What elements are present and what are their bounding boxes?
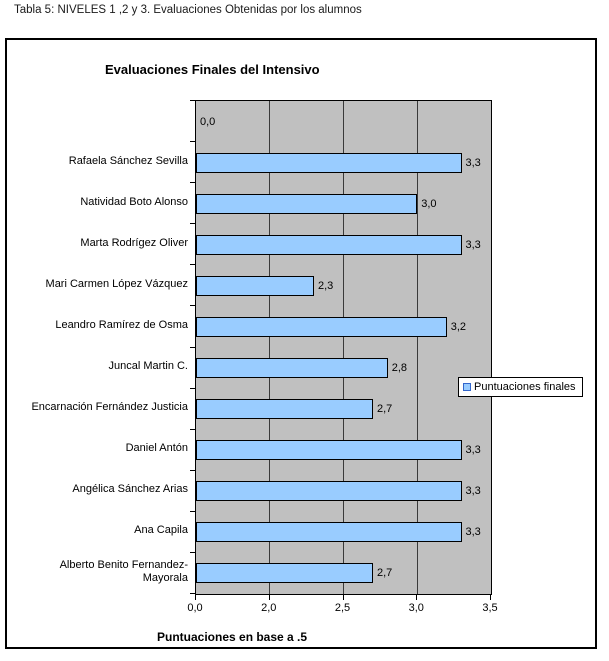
- chart-row: [196, 553, 491, 594]
- bar: [196, 276, 314, 296]
- x-axis-tick: [195, 595, 196, 600]
- bar-value-label: 2,8: [391, 362, 408, 375]
- bar-value-label: 3,3: [465, 485, 481, 498]
- x-axis-title: Puntuaciones en base a .5: [157, 630, 308, 644]
- y-axis-tick: [190, 429, 195, 430]
- y-axis-tick: [190, 100, 195, 101]
- legend-swatch-icon: [463, 383, 471, 391]
- bar-value-label: 3,2: [450, 320, 467, 333]
- chart-frame: [5, 38, 597, 649]
- bar-value-label: 2,7: [377, 567, 393, 580]
- bar-value-label: 3,0: [421, 197, 437, 210]
- chart-row: [196, 348, 491, 389]
- y-axis-tick: [190, 182, 195, 183]
- chart-row: [196, 471, 491, 512]
- bar-value-label: 2,3: [318, 279, 334, 292]
- x-axis-tick: [416, 595, 417, 600]
- bar-value-label: 3,3: [465, 156, 481, 169]
- legend-label: Puntuaciones finales: [474, 381, 576, 393]
- chart-row: [196, 389, 491, 430]
- y-axis-tick: [190, 264, 195, 265]
- chart-row: [196, 224, 491, 265]
- x-tick-label: 0,0: [187, 602, 203, 614]
- bar-value-label: 3,3: [465, 238, 481, 251]
- y-axis-tick: [190, 511, 195, 512]
- bar: [196, 153, 462, 173]
- bar: [196, 522, 462, 542]
- bar: [196, 399, 373, 419]
- y-axis-tick: [190, 552, 195, 553]
- y-axis-tick: [190, 388, 195, 389]
- y-axis-tick: [190, 141, 195, 142]
- chart-title: Evaluaciones Finales del Intensivo: [105, 62, 320, 77]
- bar-value-label: 3,3: [465, 526, 481, 539]
- x-axis-tick: [269, 595, 270, 600]
- y-axis-tick: [190, 305, 195, 306]
- category-label: Leandro Ramírez de Osma: [55, 319, 188, 332]
- table-caption: Tabla 5: NIVELES 1 ,2 y 3. Evaluaciones Obtenidas por los alumnos: [14, 4, 362, 16]
- bar: [196, 317, 447, 337]
- x-axis-tick: [343, 595, 344, 600]
- category-label: Daniel Antón: [125, 442, 188, 455]
- category-label: Angélica Sánchez Arias: [72, 483, 188, 496]
- x-tick-label: 3,0: [408, 602, 424, 614]
- bar: [196, 235, 462, 255]
- bar: [196, 440, 462, 460]
- chart-row: [196, 512, 491, 553]
- category-label: [16, 100, 188, 141]
- bar-value-label: 0,0: [200, 115, 216, 128]
- y-axis-tick: [190, 347, 195, 348]
- category-label: Natividad Boto Alonso: [80, 195, 188, 208]
- chart-row: [196, 306, 491, 347]
- category-label: Ana Capila: [134, 524, 188, 537]
- y-axis-tick: [190, 470, 195, 471]
- chart-row: [196, 265, 491, 306]
- chart-row: [196, 101, 491, 142]
- plot-area: [195, 100, 492, 595]
- category-label: Mari Carmen López Vázquez: [45, 277, 188, 290]
- category-label: Marta Rodrígez Oliver: [80, 236, 188, 249]
- bar: [196, 481, 462, 501]
- x-tick-label: 3,5: [482, 602, 498, 614]
- x-tick-label: 2,5: [334, 602, 351, 614]
- bar: [196, 194, 417, 214]
- chart-row: [196, 183, 491, 224]
- y-axis-tick: [190, 593, 195, 594]
- legend: [458, 377, 583, 397]
- chart-row: [196, 142, 491, 183]
- category-label: Encarnación Fernández Justicia: [31, 401, 188, 414]
- category-label: Alberto Benito Fernandez-Mayorala: [59, 558, 188, 585]
- category-label: Rafaela Sánchez Sevilla: [68, 154, 188, 167]
- x-axis-tick: [490, 595, 491, 600]
- bar-value-label: 2,7: [377, 403, 393, 416]
- bar: [196, 358, 388, 378]
- bar: [196, 563, 373, 583]
- category-label: Juncal Martin C.: [108, 360, 188, 373]
- bar-value-label: 3,3: [465, 444, 481, 457]
- x-tick-label: 2,0: [261, 602, 277, 614]
- y-axis-tick: [190, 223, 195, 224]
- chart-row: [196, 430, 491, 471]
